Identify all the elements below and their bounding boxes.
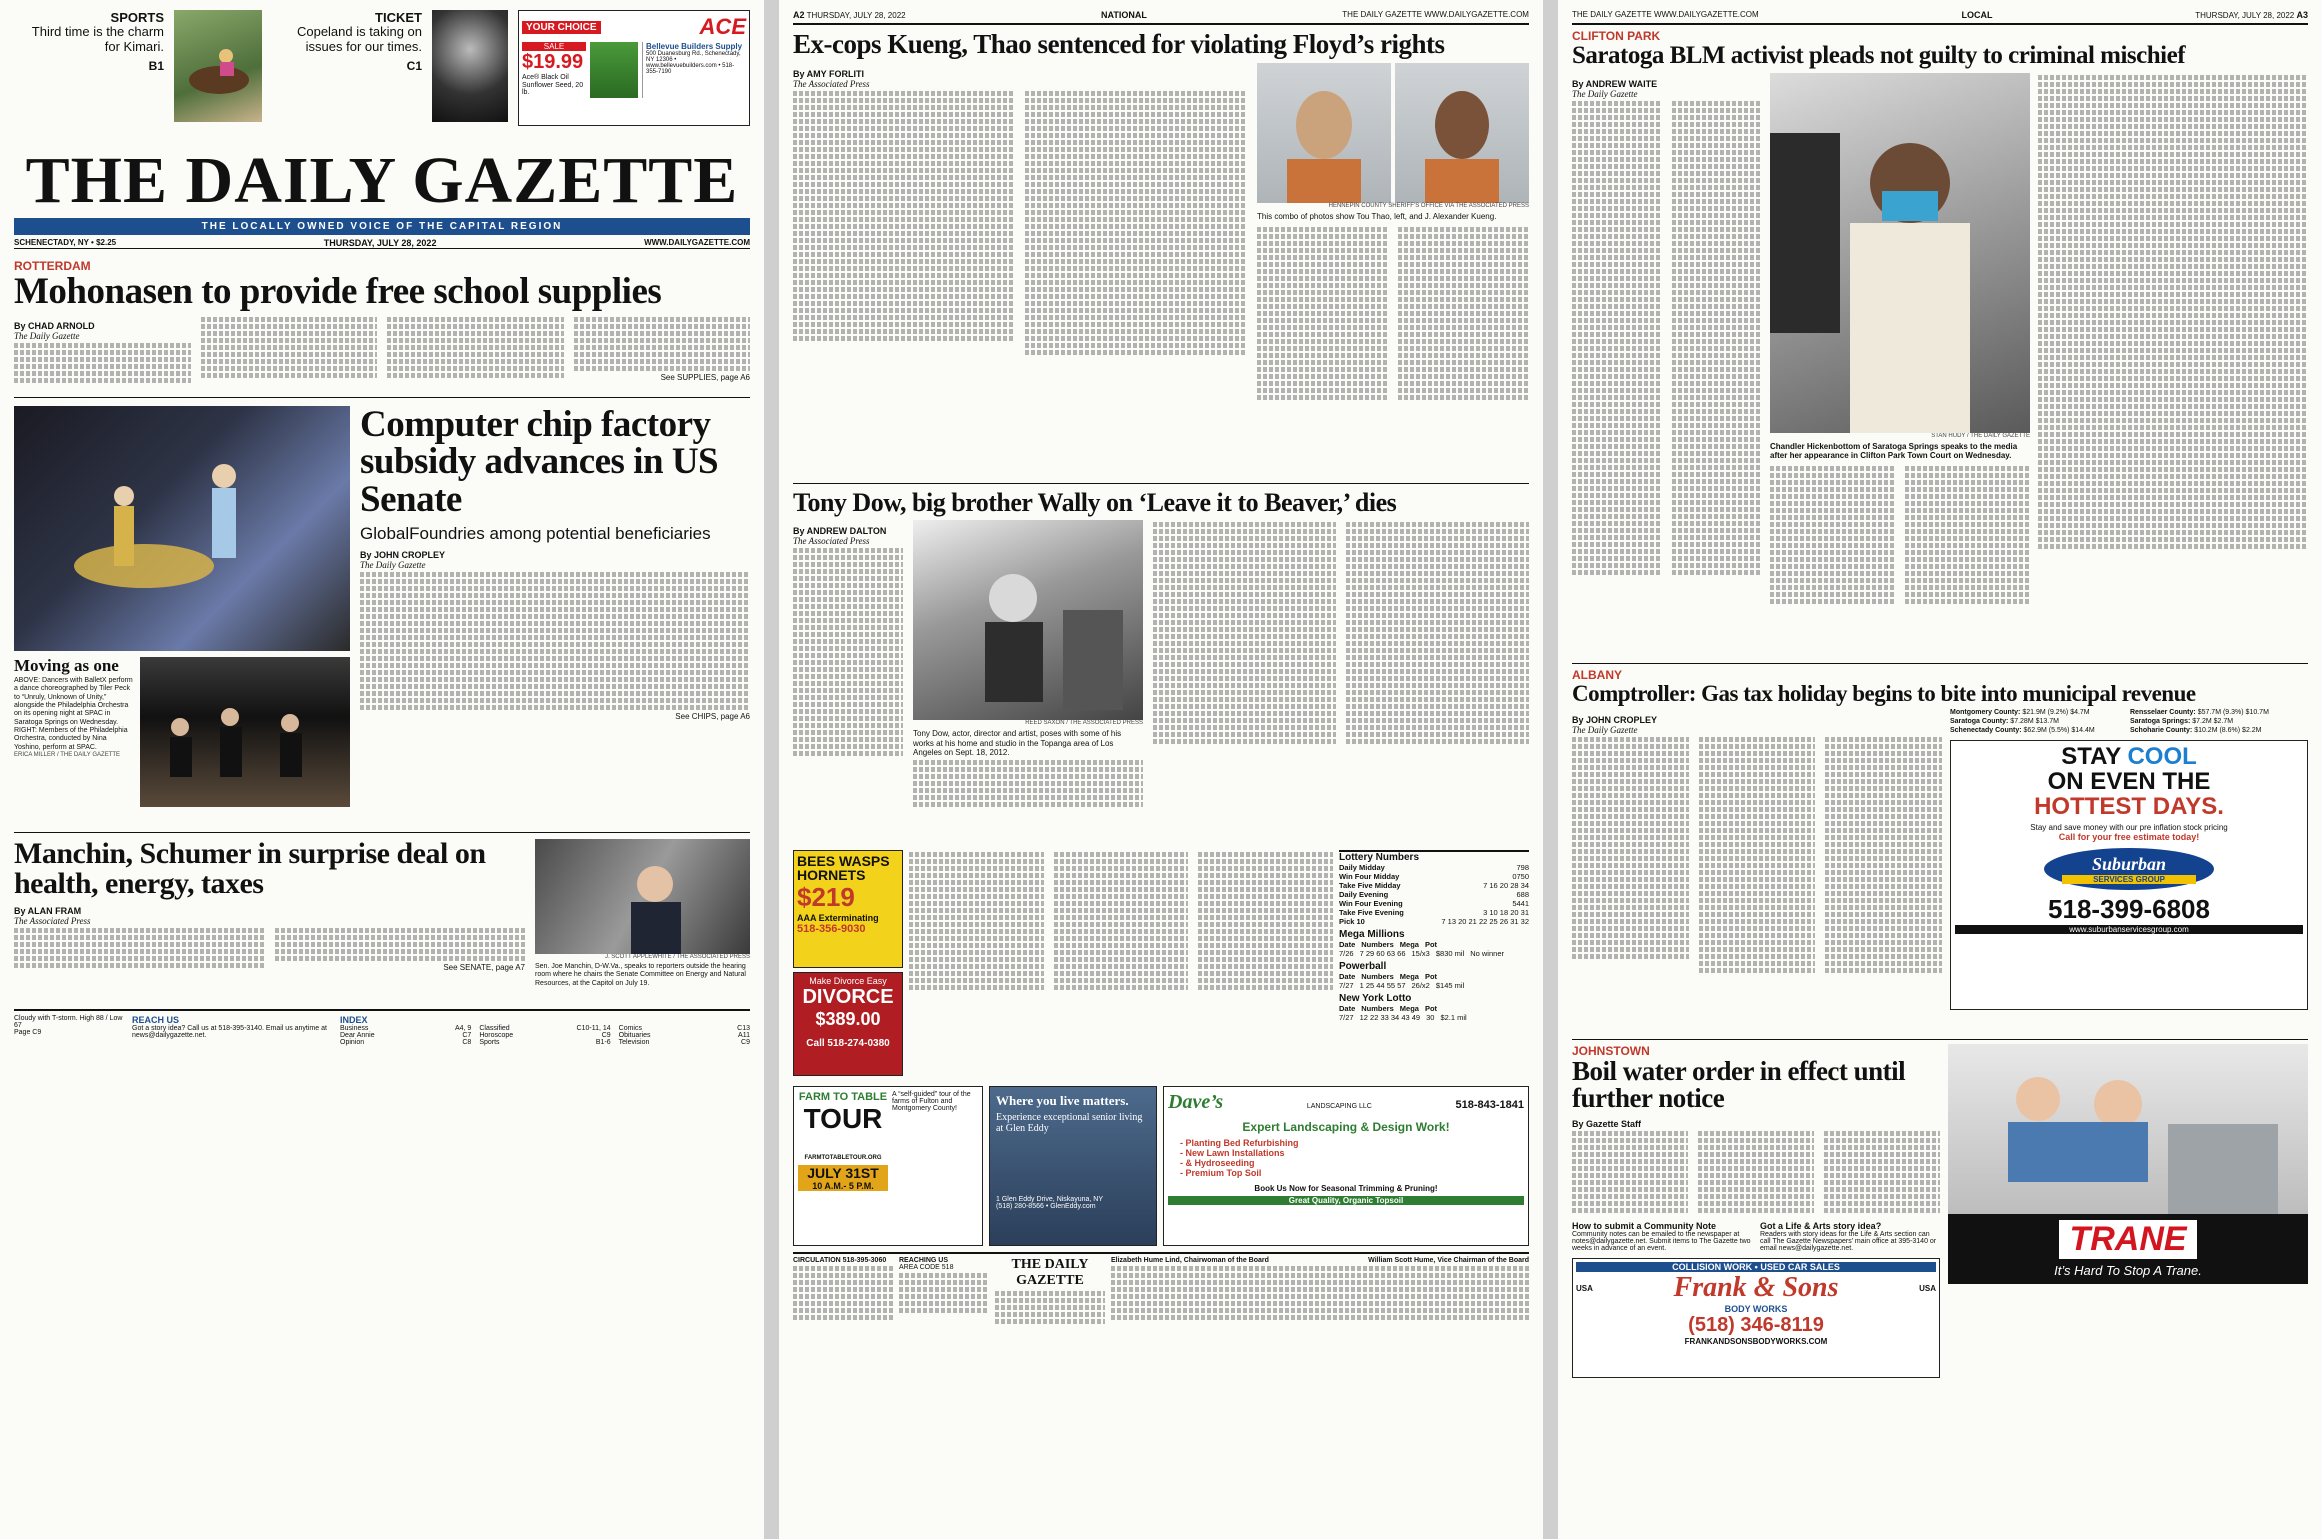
trane-photo (1948, 1044, 2308, 1214)
blm-byline: By ANDREW WAITE (1572, 78, 1658, 89)
dance-photo (14, 406, 350, 651)
dow-story[interactable] (793, 483, 1529, 851)
ad-line-even: ON EVEN THE (2047, 767, 2211, 795)
index-list (340, 1025, 750, 1046)
floyd-credit: HENNEPIN COUNTY SHERIFF’S OFFICE VIA THE ASSOCIATED PRESS (1328, 202, 1529, 209)
trane-logo: TRANE (2059, 1220, 2196, 1259)
daves-item: - & Hydroseeding (1180, 1158, 1255, 1169)
blm-kicker: CLIFTON PARK (1572, 29, 1661, 43)
orchestra-photo (140, 657, 350, 807)
teaser-text: Copeland is taking on issues for our times. (296, 24, 422, 54)
lottery-row: Daily Midday 798 (1339, 863, 1529, 873)
lead-byline: By CHAD ARNOLD (14, 320, 95, 331)
blm-photo (1770, 73, 2030, 433)
activist-graphic (1770, 73, 2030, 433)
farm-date: JULY 31ST (798, 1165, 888, 1181)
index-item[interactable]: Sports B1-6 (479, 1038, 611, 1046)
index-item[interactable]: Business A4, 9 (340, 1024, 472, 1032)
family-ac-graphic (1948, 1044, 2308, 1214)
floyd-caption: This combo of photos show Tou Thao, left, and J. Alexander Kueng. (1257, 211, 1497, 221)
bees-phone[interactable]: 518-356-9030 (797, 923, 866, 936)
trane-banner (1948, 1214, 2308, 1284)
daves-footer: Great Quality, Organic Topsoil (1168, 1196, 1524, 1205)
ace-address: 500 Duanesburg Rd., Schenectady, NY 12306 • www.bellevuebuilders.com • 518-355-7190 (646, 51, 741, 75)
index-item[interactable]: Classified C10-11, 14 (479, 1024, 611, 1032)
bees-title: BEES WASPS HORNETS (797, 853, 890, 884)
orchestra-graphic (140, 657, 350, 807)
national-page (779, 0, 1543, 1539)
nylotto-row (1339, 1004, 1529, 1022)
ads-row-1 (793, 850, 1529, 1080)
county-row: Schenectady County: $62.9M (5.5%) $14.4M (1950, 726, 2095, 734)
dow-caption: Tony Dow, actor, director and artist, poses with some of his works at his home and studio in the Topanga area of Los Angeles on Sept. 18, 2012. (913, 729, 1122, 758)
boil-kicker: JOHNSTOWN (1572, 1043, 1650, 1058)
masthead-tagline: THE LOCALLY OWNED VOICE OF THE CAPITAL REGION (14, 218, 750, 235)
frank-sons-ad[interactable] (1572, 1258, 1940, 1378)
index-item[interactable]: Horoscope C9 (479, 1031, 611, 1039)
suburban-phone[interactable]: 518-399-6808 (2048, 894, 2210, 925)
blm-headline: Saratoga BLM activist pleads not guilty to criminal mischief (1572, 42, 2186, 69)
bottom-section (1572, 1039, 2308, 1378)
tax-kicker: ALBANY (1572, 667, 1622, 682)
lead-affil: The Daily Gazette (14, 330, 80, 341)
county-row: Saratoga Springs: $7.2M $2.7M (2130, 717, 2234, 725)
glen-phone[interactable]: (518) 280-8566 • GlenEddy.com (996, 1203, 1096, 1211)
folio-date: THURSDAY, JULY 28, 2022 (2195, 11, 2295, 20)
lottery-header: Date Numbers Mega Pot (1339, 1004, 1438, 1014)
tax-affil: The Daily Gazette (1572, 724, 1638, 735)
note-community (1572, 1221, 1752, 1252)
power-title: Powerball (1339, 961, 1387, 973)
lead-headline: Mohonasen to provide free school supplies (14, 271, 662, 312)
lottery-draw: 7/27 1 25 44 55 57 26/x2 $145 mil (1339, 981, 1465, 991)
teaser-page: C1 (406, 58, 422, 73)
lottery-draw: 7/27 12 22 33 34 43 49 30 $2.1 mil (1339, 1013, 1467, 1023)
reach-text: Got a story idea? Call us at 518-395-3140. Email us anytime at news@dailygazette.net. (132, 1024, 327, 1039)
lead-jump[interactable]: See SUPPLIES, page A6 (660, 372, 750, 382)
staff-chair: Elizabeth Hume Lind, Chairwoman of the Board (1111, 1257, 1269, 1265)
daves-phone[interactable]: 518-843-1841 (1455, 1099, 1524, 1112)
daves-item: - Planting Bed Refurbishing (1180, 1138, 1299, 1149)
county-row: Schoharie County: $10.2M (8.6%) $2.2M (2130, 726, 2262, 734)
dow-graphic (913, 520, 1143, 720)
daves-sub: LANDSCAPING LLC (1306, 1103, 1372, 1111)
floyd-affil: The Associated Press (793, 78, 870, 89)
teaser-text: Third time is the charm for Kimari. (31, 24, 164, 54)
note-title: Got a Life & Arts story idea? (1760, 1221, 1882, 1232)
manchin-affil: The Associated Press (14, 915, 91, 926)
boil-byline: By Gazette Staff (1572, 1119, 1642, 1130)
teaser-section: SPORTS (110, 10, 164, 25)
lottery-header: Date Numbers Mega Pot (1339, 972, 1438, 982)
ad-line-hottest: HOTTEST DAYS. (2034, 793, 2224, 821)
lottery-box (1339, 850, 1529, 1080)
folio-section: NATIONAL (1101, 10, 1147, 20)
lottery-row: Take Five Midday 7 16 20 28 34 (1339, 881, 1529, 891)
tax-story[interactable] (1572, 663, 2308, 1039)
ace-ad[interactable] (518, 10, 750, 126)
chip-deck: GlobalFoundries among potential beneficiaries (360, 523, 711, 543)
manchin-graphic (535, 839, 750, 954)
folio (1572, 10, 2308, 25)
folio-paper: THE DAILY GAZETTE (1572, 10, 1652, 19)
divorce-price: $389.00 (815, 1009, 881, 1030)
masthead-title: THE DAILY GAZETTE (25, 144, 739, 217)
tax-headline: Comptroller: Gas tax holiday begins to bite into municipal revenue (1572, 680, 2196, 706)
daves-book: Book Us Now for Seasonal Trimming & Pruning! (1254, 1184, 1438, 1194)
lottery-row: Take Five Evening 3 10 18 20 31 (1339, 908, 1529, 918)
manchin-story[interactable] (14, 832, 750, 1009)
county-row: Saratoga County: $7.28M $13.7M (1950, 717, 2059, 725)
county-row: Montgomery County: $21.9M (9.2%) $4.7M (1950, 708, 2090, 716)
front-page (0, 0, 764, 1539)
thao-photo (1257, 63, 1391, 203)
bees-price: $219 (797, 882, 855, 913)
horse-race-graphic (174, 10, 262, 122)
index-item[interactable]: Obituaries A11 (618, 1031, 750, 1039)
weather-page: Page C9 (14, 1028, 42, 1036)
mid-section (14, 397, 750, 826)
ad-line-stay: STAY (2061, 742, 2121, 770)
suburban-site[interactable]: www.suburbanservicesgroup.com (1955, 925, 2303, 934)
ad-cta: Call for your free estimate today! (2058, 832, 2200, 843)
dow-affil: The Associated Press (793, 536, 870, 547)
farm-word: TOUR (803, 1103, 883, 1135)
ace-store: Bellevue Builders Supply (646, 42, 743, 51)
suburban-brand: Suburban (2091, 854, 2167, 875)
reaching-us: REACHING US (899, 1257, 949, 1265)
ace-product: Ace® Black Oil Sunflower Seed, 20 lb. (522, 74, 584, 97)
folio-section: LOCAL (1961, 10, 1993, 20)
dancers-graphic (14, 406, 350, 651)
circulation: CIRCULATION 518-395-3060 (793, 1257, 887, 1265)
weather: Cloudy with T-storm. High 88 / Low 67 (14, 1014, 123, 1029)
lottery-header: Date Numbers Mega Pot (1339, 940, 1438, 950)
divorce-ad[interactable] (793, 972, 903, 1076)
teaser-sports[interactable] (14, 10, 164, 130)
daves-ad[interactable] (1163, 1086, 1529, 1246)
lottery-title: Lottery Numbers (1339, 850, 1529, 863)
dance-caption: ABOVE: Dancers with BalletX perform a dance choreographed by Tiler Peck to “Unruly, Unknown of Unity,” alongside the Philadelphia Orchestra on its opening night at SPAC in Saratoga Springs on Wednesday. RIGHT: Members of the Philadelphia Orchestra, conducted by Nina Yoshino, perform at SPAC. (14, 676, 133, 751)
index-item[interactable]: Dear Annie C7 (340, 1031, 472, 1039)
ads-row-2 (793, 1086, 1529, 1246)
dow-credit: REED SAXON / THE ASSOCIATED PRESS (1025, 720, 1143, 727)
bees-company: AAA Exterminating (797, 913, 879, 924)
ticket-photo (432, 10, 508, 122)
divorce-word: DIVORCE (802, 986, 894, 1009)
suburban-logo (2044, 848, 2214, 890)
daves-name: Dave’s (1168, 1091, 1224, 1114)
page-number: A2 (793, 10, 805, 20)
ace-price: $19.99 (522, 51, 584, 73)
location-price: SCHENECTADY, NY • $2.25 (14, 238, 117, 247)
page-number: A3 (2296, 10, 2308, 20)
power-row (1339, 972, 1529, 990)
glen-address: 1 Glen Eddy Drive, Niskayuna, NY (996, 1196, 1103, 1204)
nylotto-title: New York Lotto (1339, 993, 1412, 1005)
manchin-headline: Manchin, Schumer in surprise deal on health, energy, taxes (14, 836, 486, 901)
area-code: AREA CODE 518 (899, 1264, 954, 1272)
farm-site[interactable]: FARMTOTABLETOUR.ORG (804, 1155, 882, 1162)
note-title: How to submit a Community Note (1572, 1221, 1716, 1232)
flag-left: USA (1576, 1283, 1593, 1293)
ad-line-cool: COOL (2127, 742, 2197, 770)
tax-byline: By JOHN CROPLEY (1572, 714, 1658, 725)
ad-sub: Stay and save money with our pre inflation stock pricing (2030, 823, 2228, 833)
lottery-draw: 7/26 7 29 60 63 66 15/x3 $830 mil No winner (1339, 949, 1504, 959)
manchin-jump[interactable]: See SENATE, page A7 (443, 962, 525, 972)
farm-time: 10 A.M.- 5 P.M. (798, 1181, 888, 1191)
note-arts (1760, 1221, 1940, 1252)
reach-title: REACH US (132, 1014, 180, 1025)
farm-title: FARM TO TABLE (798, 1091, 888, 1104)
county-table (1950, 709, 2308, 734)
lottery-row: Win Four Evening 5441 (1339, 899, 1529, 909)
glen-title: Where you live matters. (996, 1093, 1129, 1109)
index-item[interactable]: Television C9 (618, 1038, 750, 1046)
chip-byline: By JOHN CROPLEY (360, 549, 446, 560)
frank-top: COLLISION WORK • USED CAR SALES (1576, 1262, 1936, 1272)
blm-credit: STAN HUDY / THE DAILY GAZETTE (1931, 432, 2030, 439)
manchin-caption: Sen. Joe Manchin, D-W.Va., speaks to reporters outside the hearing room where he chairs the Senate Committee on Energy and Natural Resources, at the Capitol on July 19. (535, 962, 746, 987)
front-footer (14, 1009, 750, 1046)
ace-logo: ACE (699, 14, 746, 39)
mega-title: Mega Millions (1339, 929, 1405, 941)
index-item[interactable]: Comics C13 (618, 1024, 750, 1032)
daves-item: - Premium Top Soil (1180, 1168, 1262, 1179)
lottery-row: Daily Evening 688 (1339, 890, 1529, 900)
index-title: INDEX (340, 1014, 368, 1025)
frank-name: Frank & Sons (1673, 1272, 1839, 1304)
teaser-ticket[interactable] (272, 10, 422, 130)
folio (793, 10, 1529, 25)
folio-paper: THE DAILY GAZETTE (1342, 10, 1422, 19)
dow-photo (913, 520, 1143, 720)
staff-box (793, 1252, 1529, 1412)
masthead (14, 144, 750, 249)
farm-blurb: A “self-guided” tour of the farms of Fulton and Montgomery County! (892, 1091, 971, 1113)
bees-ad[interactable] (793, 850, 903, 968)
kueng-photo (1395, 63, 1529, 203)
chip-story[interactable] (360, 403, 750, 826)
glen-sub: Experience exceptional senior living at Glen Eddy (996, 1112, 1143, 1135)
frank-sub: BODY WORKS (1724, 1304, 1788, 1315)
seed-bag-image (590, 42, 638, 98)
teaser-page: B1 (148, 58, 164, 73)
frank-site[interactable]: FRANKANDSONSBODYWORKS.COM (1684, 1337, 1828, 1347)
floyd-headline: Ex-cops Kueng, Thao sentenced for violating Floyd’s rights (793, 29, 1445, 59)
folio-site[interactable]: WWW.DAILYGAZETTE.COM (1653, 10, 1759, 19)
trane-slogan: It’s Hard To Stop A Trane. (2054, 1262, 2202, 1278)
chip-headline: Computer chip factory subsidy advances in US Senate (360, 403, 719, 521)
farm-tour-ad[interactable] (793, 1086, 983, 1246)
blm-story[interactable] (1572, 73, 2308, 663)
site-link[interactable]: WWW.DAILYGAZETTE.COM (644, 238, 750, 247)
suburban-brand2: SERVICES GROUP (2062, 875, 2196, 884)
manchin-credit: J. SCOTT APPLEWHITE / THE ASSOCIATED PRESS (604, 953, 750, 960)
daves-list (1180, 1138, 1524, 1178)
dow-headline: Tony Dow, big brother Wally on ‘Leave it to Beaver,’ dies (793, 487, 1397, 517)
index-item[interactable]: Opinion C8 (340, 1038, 472, 1046)
local-page (1558, 0, 2322, 1539)
frank-phone[interactable]: (518) 346-8119 (1688, 1314, 1824, 1337)
flag-right: USA (1919, 1283, 1936, 1293)
dance-caption-title: Moving as one (14, 655, 119, 675)
blm-caption: Chandler Hickenbottom of Saratoga Springs speaks to the media after her appearance in Clifton Park Town Court on Wednesday. (1770, 441, 2018, 461)
staff-paper: THE DAILY GAZETTE (1011, 1257, 1089, 1289)
sports-photo (174, 10, 262, 122)
lottery-row: Pick 10 7 13 20 21 22 25 26 31 32 (1339, 917, 1529, 927)
folio-site[interactable]: WWW.DAILYGAZETTE.COM (1424, 10, 1529, 19)
note-text: Community notes can be emailed to the newspaper at notes@dailygazette.net. Submit items to The Gazette two weeks in advance of an event. (1572, 1231, 1751, 1253)
lottery-list (1339, 863, 1529, 926)
lottery-row: Win Four Midday 0750 (1339, 872, 1529, 882)
note-text: Readers with story ideas for the Life & Arts section can call The Gazette Newspapers’ main office at 395-3140 or email news@dailygazette.net. (1760, 1231, 1937, 1253)
floyd-story[interactable] (793, 63, 1529, 483)
ace-header: YOUR CHOICE (522, 21, 601, 34)
dance-credit: ERICA MILLER / THE DAILY GAZETTE (14, 752, 121, 759)
chip-jump[interactable]: See CHIPS, page A6 (675, 711, 750, 721)
manchin-photo (535, 839, 750, 954)
blm-affil: The Daily Gazette (1572, 88, 1638, 99)
folio-date: THURSDAY, JULY 28, 2022 (806, 11, 906, 20)
divorce-phone[interactable]: Call 518-274-0380 (806, 1038, 890, 1050)
ace-sale: SALE (522, 42, 586, 51)
county-row: Rensselaer County: $57.7M (9.3%) $10.7M (2130, 708, 2269, 716)
floyd-byline: By AMY FORLITI (793, 68, 865, 79)
divorce-title: Make Divorce Easy (809, 976, 887, 987)
boil-story[interactable] (1572, 1044, 1940, 1378)
issue-date: THURSDAY, JULY 28, 2022 (323, 238, 437, 248)
teaser-bar (14, 10, 750, 130)
chip-affil: The Daily Gazette (360, 559, 426, 570)
lead-story[interactable] (14, 259, 750, 385)
daves-item: - New Lawn Installations (1180, 1148, 1285, 1159)
boil-headline: Boil water order in effect until further notice (1572, 1055, 1906, 1114)
mugshots (1257, 63, 1529, 203)
dow-byline: By ANDREW DALTON (793, 526, 887, 537)
mega-row (1339, 940, 1529, 958)
staff-vice: William Scott Hume, Vice Chairman of the Board (1368, 1257, 1529, 1265)
manchin-byline: By ALAN FRAM (14, 905, 82, 916)
glen-eddy-ad[interactable] (989, 1086, 1157, 1246)
daves-headline: Expert Landscaping & Design Work! (1242, 1120, 1450, 1135)
teaser-section: TICKET (375, 10, 422, 25)
suburban-ad[interactable] (1950, 740, 2308, 1010)
lead-kicker: ROTTERDAM (14, 259, 91, 273)
